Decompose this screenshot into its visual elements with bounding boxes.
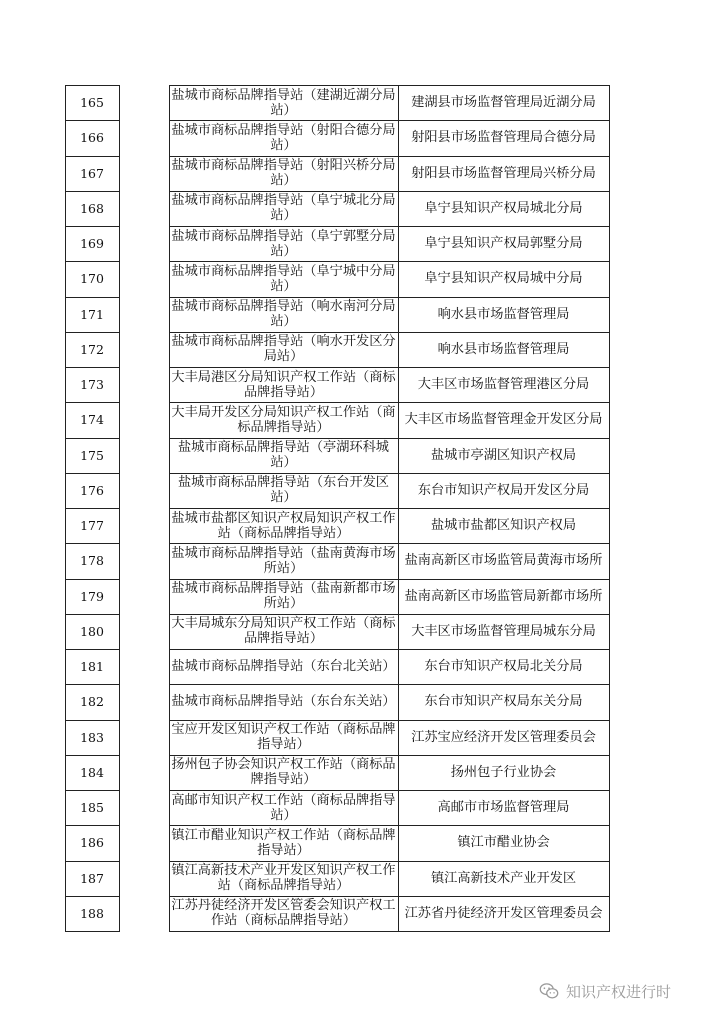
station-name: 镇江市醋业知识产权工作站（商标品牌指导站）: [171, 827, 396, 858]
table-row-divider: [169, 156, 610, 157]
table-row: [0, 473, 720, 508]
host-organization: 东台市知识产权局开发区分局: [417, 482, 590, 498]
station-name: 盐城市商标品牌指导站（亭湖环科城站）: [178, 440, 389, 470]
table-row: [0, 579, 720, 614]
watermark-text: 知识产权进行时: [566, 982, 672, 1001]
host-organization: 东台市知识产权局北关分局: [424, 659, 583, 674]
table-row: [0, 861, 720, 896]
table-row: [0, 367, 720, 402]
row-number: 171: [80, 306, 104, 322]
table-row-divider: [169, 508, 610, 509]
table-row: [0, 156, 720, 191]
table-row: [0, 755, 720, 790]
table-row-divider: [65, 755, 120, 756]
station-name: 高邮市知识产权工作站（商标品牌指导站）: [171, 792, 396, 823]
table-row: [0, 120, 720, 155]
station-name: 大丰局城东分局知识产权工作站（商标品牌指导站）: [171, 616, 396, 647]
station-name: 盐城市商标品牌指导站（东台开发区站）: [178, 475, 389, 506]
host-organization: 阜宁县知识产权局城中分局: [424, 271, 583, 287]
row-number: 172: [80, 341, 104, 357]
table-row-divider: [169, 755, 610, 756]
station-name: 盐城市商标品牌指导站（盐南新都市场所站）: [171, 581, 396, 611]
table-row-divider: [65, 297, 120, 298]
table-row-divider: [169, 790, 610, 791]
table-row: [0, 261, 720, 296]
row-number: 170: [80, 271, 104, 287]
table-row-divider: [169, 931, 610, 932]
table-row: [0, 649, 720, 684]
host-organization: 江苏宝应经济开发区管理委员会: [411, 729, 596, 745]
row-number: 175: [80, 447, 104, 463]
row-number: 174: [80, 412, 104, 428]
station-name: 盐城市商标品牌指导站（建湖近湖分局站）: [171, 87, 396, 118]
table-row-divider: [65, 543, 120, 544]
table-row-divider: [65, 896, 120, 897]
table-row-divider: [169, 684, 610, 685]
station-name: 盐城市商标品牌指导站（射阳合德分局站）: [171, 122, 396, 153]
row-number: 181: [80, 659, 104, 674]
table-row-divider: [169, 825, 610, 826]
table-row-divider: [65, 931, 120, 932]
table-row: [0, 191, 720, 226]
station-name: 盐城市商标品牌指导站（响水开发区分局站）: [171, 334, 396, 365]
station-name: 盐城市商标品牌指导站（东台东关站）: [171, 694, 396, 710]
station-name: 镇江高新技术产业开发区知识产权工作站（商标品牌指导站）: [171, 863, 396, 893]
table-row: [0, 614, 720, 649]
host-organization: 大丰区市场监督管理港区分局: [417, 377, 590, 392]
table-row-divider: [169, 85, 610, 86]
host-organization: 射阳县市场监督管理局合德分局: [411, 130, 596, 146]
table-row-divider: [169, 579, 610, 580]
table-row: [0, 684, 720, 719]
table-row-divider: [169, 720, 610, 721]
table-row-divider: [169, 473, 610, 474]
host-organization: 盐城市亭湖区知识产权局: [430, 447, 577, 463]
host-organization: 响水县市场监督管理局: [437, 341, 570, 357]
station-name: 宝应开发区知识产权工作站（商标品牌指导站）: [171, 722, 396, 752]
host-organization: 高邮市市场监督管理局: [437, 800, 570, 815]
row-number: 183: [80, 729, 104, 745]
table-row: [0, 297, 720, 332]
table-row-divider: [65, 473, 120, 474]
table-row-divider: [169, 438, 610, 439]
table-row-divider: [169, 120, 610, 121]
table-row: [0, 825, 720, 860]
table-row-divider: [169, 297, 610, 298]
row-number: 182: [80, 694, 104, 710]
table-row-divider: [65, 367, 120, 368]
row-number: 180: [80, 623, 104, 639]
table-row-divider: [65, 261, 120, 262]
table-row-divider: [65, 861, 120, 862]
host-organization: 扬州包子行业协会: [450, 764, 557, 780]
table-row-divider: [65, 402, 120, 403]
table-row: [0, 332, 720, 367]
row-number: 179: [80, 588, 104, 604]
table-row: [0, 896, 720, 931]
row-number: 188: [80, 905, 104, 921]
host-organization: 大丰区市场监督管理金开发区分局: [404, 412, 603, 428]
table-row-divider: [169, 896, 610, 897]
table-row-divider: [169, 402, 610, 403]
station-name: 盐城市盐都区知识产权局知识产权工作站（商标品牌指导站）: [171, 510, 396, 541]
row-number: 168: [80, 200, 104, 216]
row-number: 167: [80, 165, 104, 181]
station-name: 盐城市商标品牌指导站（射阳兴桥分局站）: [171, 158, 396, 188]
row-number: 178: [80, 553, 104, 569]
host-organization: 江苏省丹徒经济开发区管理委员会: [404, 905, 603, 921]
row-number: 165: [80, 95, 104, 110]
table-row-divider: [169, 543, 610, 544]
host-organization: 大丰区市场监督管理局城东分局: [411, 623, 596, 639]
station-name: 江苏丹徒经济开发区管委会知识产权工作站（商标品牌指导站）: [171, 898, 396, 929]
table-row-divider: [65, 191, 120, 192]
table-row-divider: [65, 684, 120, 685]
wechat-icon: [538, 980, 560, 1002]
table-row-divider: [169, 861, 610, 862]
station-name: 盐城市商标品牌指导站（阜宁城中分局站）: [171, 263, 396, 294]
table-row: [0, 720, 720, 755]
table-row-divider: [65, 508, 120, 509]
table-row-divider: [65, 720, 120, 721]
table-row: [0, 543, 720, 578]
station-name: 扬州包子协会知识产权工作站（商标品牌指导站）: [171, 757, 396, 788]
row-number: 187: [80, 870, 104, 886]
table-row-divider: [65, 226, 120, 227]
row-number: 185: [80, 800, 104, 815]
host-organization: 射阳县市场监督管理局兴桥分局: [411, 165, 596, 181]
table-row-divider: [169, 332, 610, 333]
row-number: 169: [80, 236, 104, 251]
host-organization: 盐城市盐都区知识产权局: [430, 518, 577, 533]
table-row-divider: [65, 120, 120, 121]
host-organization: 盐南高新区市场监管局黄海市场所: [404, 553, 603, 569]
station-name: 大丰局港区分局知识产权工作站（商标品牌指导站）: [171, 369, 396, 400]
table-row: [0, 790, 720, 825]
host-organization: 东台市知识产权局东关分局: [424, 694, 583, 710]
row-number: 173: [80, 377, 104, 392]
table-row-divider: [65, 790, 120, 791]
table-row-divider: [169, 191, 610, 192]
table-row-divider: [169, 614, 610, 615]
host-organization: 响水县市场监督管理局: [437, 306, 570, 322]
host-organization: 镇江市醋业协会: [457, 835, 550, 851]
table-row-divider: [65, 579, 120, 580]
watermark: [538, 978, 671, 1004]
station-name: 盐城市商标品牌指导站（东台北关站）: [171, 659, 396, 674]
station-name: 盐城市商标品牌指导站（阜宁城北分局站）: [171, 193, 396, 224]
table-row-divider: [65, 85, 120, 86]
station-name: 大丰局开发区分局知识产权工作站（商标品牌指导站）: [171, 404, 396, 435]
table-row-divider: [65, 649, 120, 650]
row-number: 166: [80, 130, 104, 146]
host-organization: 阜宁县知识产权局城北分局: [424, 200, 583, 216]
row-number: 186: [80, 835, 104, 851]
station-name: 盐城市商标品牌指导站（盐南黄海市场所站）: [171, 545, 396, 576]
row-number: 176: [80, 482, 104, 498]
row-number: 177: [80, 518, 104, 533]
row-number: 184: [80, 764, 104, 780]
table-row-divider: [65, 332, 120, 333]
table-row: [0, 85, 720, 120]
station-name: 盐城市商标品牌指导站（响水南河分局站）: [171, 299, 396, 329]
table-row: [0, 438, 720, 473]
table-row: [0, 508, 720, 543]
table-row-divider: [65, 438, 120, 439]
table-row-divider: [169, 649, 610, 650]
station-name: 盐城市商标品牌指导站（阜宁郭墅分局站）: [171, 228, 396, 259]
table-row-divider: [65, 156, 120, 157]
table-row-divider: [65, 825, 120, 826]
table-row-divider: [169, 367, 610, 368]
host-organization: 盐南高新区市场监管局新都市场所: [404, 588, 603, 604]
host-organization: 镇江高新技术产业开发区: [430, 870, 577, 886]
host-organization: 建湖县市场监督管理局近湖分局: [411, 95, 596, 110]
table-row-divider: [169, 226, 610, 227]
table-row-divider: [169, 261, 610, 262]
table-row: [0, 402, 720, 437]
table-row-divider: [65, 614, 120, 615]
table-row: [0, 226, 720, 261]
host-organization: 阜宁县知识产权局郭墅分局: [424, 236, 583, 251]
